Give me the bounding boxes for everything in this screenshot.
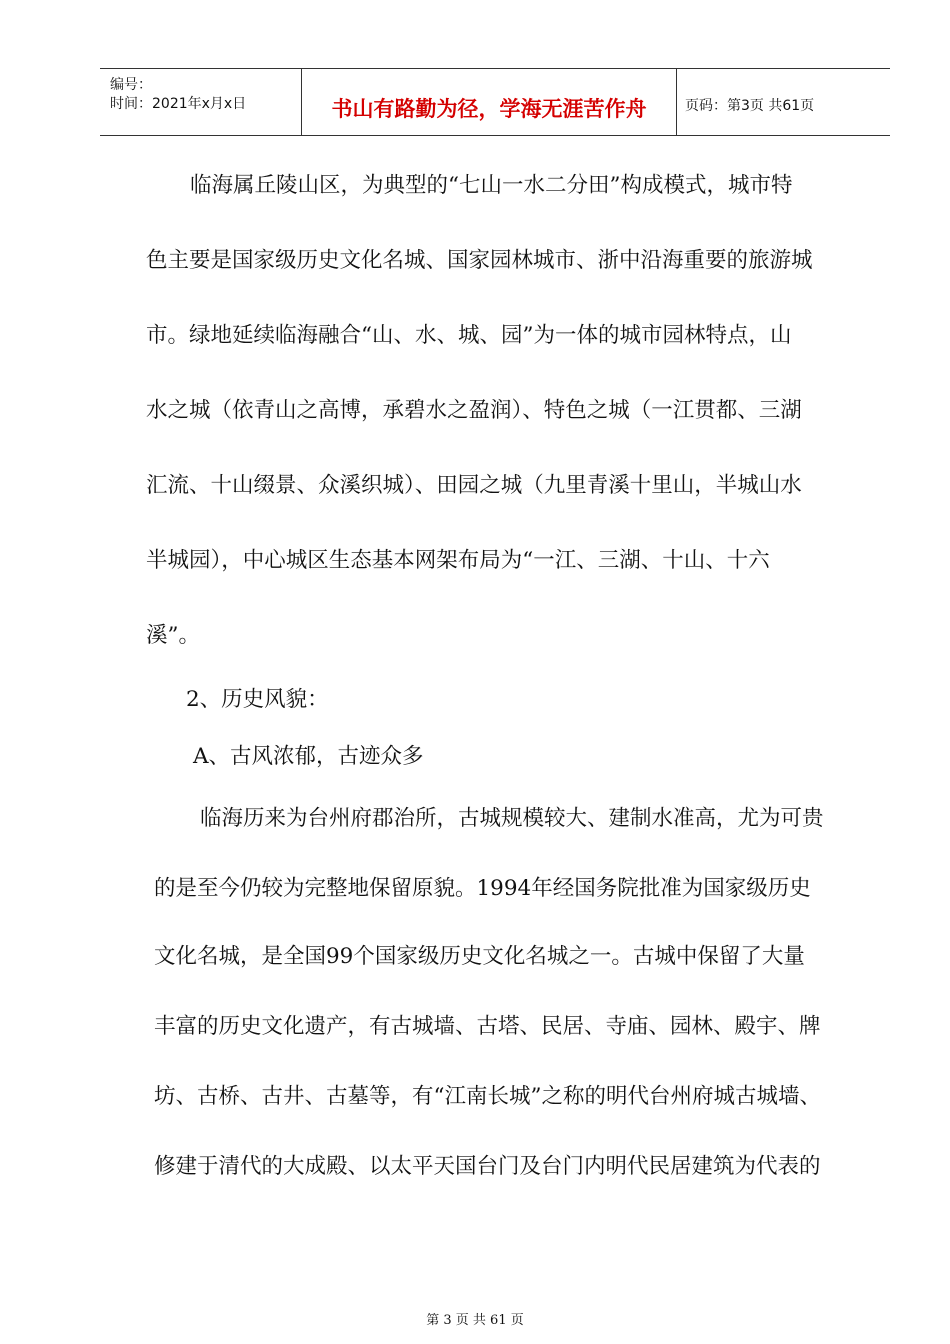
page-footer: 第 3 页 共 61 页: [426, 1313, 524, 1328]
body-line: 市。绿地延续临海融合“山、水、城、园”为一体的城市园林特点，山: [146, 323, 792, 348]
header-page-cell: [677, 69, 890, 135]
body-line: 修建于清代的大成殿、以太平天国台门及台门内明代民居建筑为代表的: [154, 1154, 821, 1179]
document-date-label: 时间：2021年x月x日: [110, 96, 247, 112]
body-line: 汇流、十山缀景、众溪织城）、田园之城（九里青溪十里山，半城山水: [146, 473, 802, 498]
subsection-heading: A、古风浓郁，古迹众多: [193, 744, 424, 769]
body-line: 色主要是国家级历史文化名城、国家园林城市、浙中沿海重要的旅游城: [146, 248, 813, 273]
header-page-info: 页码：第3页 共61页: [685, 98, 815, 114]
section-heading: 2、历史风貌：: [186, 687, 329, 712]
body-line: 临海历来为台州府郡治所，古城规模较大、建制水准高，尤为可贵: [200, 806, 824, 831]
body-line: 坊、古桥、古井、古墓等，有“江南长城”之称的明代台州府城古城墙、: [154, 1084, 821, 1109]
header-motto-cell: [302, 69, 677, 135]
body-line: 半城园），中心城区生态基本网架布局为“一江、三湖、十山、十六: [146, 548, 770, 573]
document-number-label: 编号：: [110, 77, 152, 93]
body-line: 文化名城，是全国99个国家级历史文化名城之一。古城中保留了大量: [154, 944, 805, 969]
body-line: 水之城（依青山之高博，承碧水之盈润）、特色之城（一江贯都、三湖: [146, 398, 802, 423]
body-line: 临海属丘陵山区，为典型的“七山一水二分田”构成模式，城市特: [190, 173, 793, 198]
header-motto: 书山有路勤为径，学海无涯苦作舟: [331, 97, 647, 121]
header-meta-cell: [100, 69, 302, 135]
page-header: [100, 68, 890, 136]
body-line: 的是至今仍较为完整地保留原貌。1994年经国务院批准为国家级历史: [154, 876, 811, 901]
body-line: 溪”。: [146, 623, 200, 648]
body-line: 丰富的历史文化遗产，有古城墙、古塔、民居、寺庙、园林、殿宇、牌: [154, 1014, 821, 1039]
